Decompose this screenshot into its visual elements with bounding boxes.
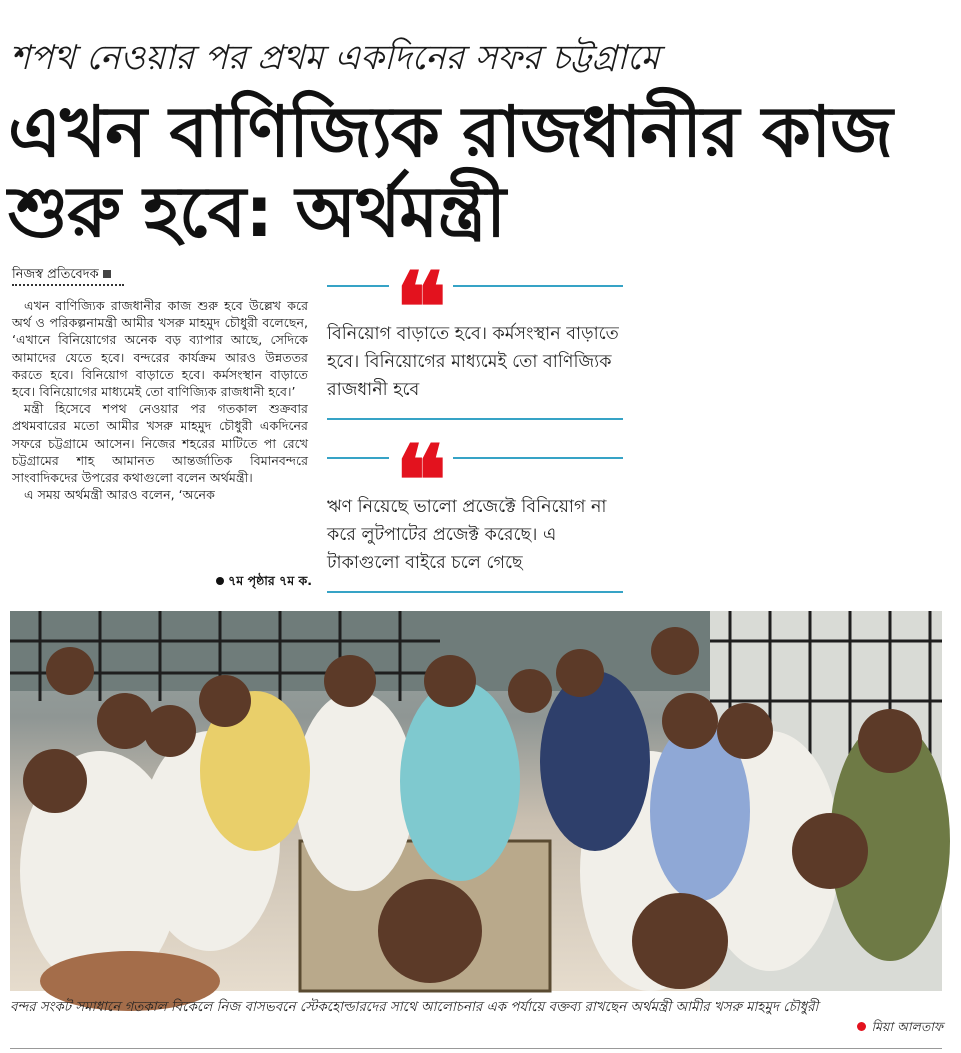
bottom-rule — [10, 1048, 942, 1049]
quote-bottom-rule — [327, 418, 623, 420]
article-paragraph: এ সময় অর্থমন্ত্রী আরও বলেন, ‘অনেক — [24, 487, 215, 503]
red-dot-icon — [857, 1022, 866, 1031]
pull-quote-text: বিনিয়োগ বাড়াতে হবে। কর্মসংস্থান বাড়াতে হবে। বিনিয়োগের মাধ্যমেই তো বাণিজ্যিক রাজধানী হবে — [327, 324, 619, 400]
article-paragraph: এখন বাণিজ্যিক রাজধানীর কাজ শুরু হবে উল্লেখ করে অর্থ ও পরিকল্পনামন্ত্রী আমীর খসরু মাহমুদ চৌধুরী বলেছেন, ‘এখানে বিনিয়োগের অনেক বড় ব্যাপার আছে, সেদিকে আমাদের যেতে হবে। বন্দরের কার্যক্রম আরও উন্নততর করতে হবে। বিনিয়োগ বাড়াতে হবে। কর্মসংস্থান বাড়াতে হবে। বিনিয়োগের মাধ্যমেই তো বাণিজ্যিক রাজধানী হবে।’ — [12, 298, 308, 400]
quote-rule — [327, 285, 623, 287]
byline-text: নিজস্ব প্রতিবেদক — [12, 267, 99, 282]
pull-quote-text: ঋণ নিয়েছে ভালো প্রজেক্টে বিনিয়োগ না করে লুটপাটের প্রজেক্ট করেছে। এ টাকাগুলো বাইরে চলে গেছে — [327, 497, 607, 573]
article-paragraph: মন্ত্রী হিসেবে শপথ নেওয়ার পর গতকাল শুক্রবার প্রথমবারের মতো আমীর খসরু মাহমুদ চৌধুরী একদিনের সফরে চট্টগ্রামে আসেন। নিজের শহরের মাটিতে পা রেখে চট্টগ্রামের শাহ আমানত আন্তর্জাতিক বিমানবন্দরে সাংবাদিকদের উপরের কথাগুলো বলেন অর্থমন্ত্রী। — [12, 401, 308, 486]
continuation-note — [186, 573, 312, 593]
photo-caption: বন্দর সংকট সমাধানে গতকাল বিকেলে নিজ বাসভবনে স্টেকহোল্ডারদের সাথে আলোচনার এক পর্যায়ে বক্তব্য রাখছেন অর্থমন্ত্রী আমীর খসরু মাহমুদ চৌধুরী — [10, 1000, 819, 1015]
news-photo — [10, 611, 942, 991]
photo-credit-name: মিয়া আলতাফ — [871, 1019, 943, 1034]
byline — [12, 266, 312, 283]
pull-quote — [327, 251, 623, 422]
quote-mark-icon: ❝ — [389, 439, 453, 475]
quote-rule — [327, 457, 623, 459]
bullet-icon — [216, 577, 224, 585]
continuation-text: ৭ম পৃষ্ঠার ৭ম ক. — [228, 573, 312, 588]
photo-credit — [857, 1019, 943, 1039]
square-bullet-icon — [103, 270, 111, 278]
article-body — [12, 297, 308, 503]
quote-bottom-rule — [327, 591, 623, 593]
dotted-divider — [12, 284, 124, 286]
article-headline: এখন বাণিজ্যিক রাজধানীর কাজ শুরু হবে: অর্থমন্ত্রী — [8, 91, 892, 253]
photo-illustration — [10, 611, 942, 991]
quote-mark-icon: ❝ — [389, 266, 453, 302]
article-kicker: শপথ নেওয়ার পর প্রথম একদিনের সফর চট্টগ্রামে — [10, 38, 660, 78]
pull-quote — [327, 424, 623, 597]
